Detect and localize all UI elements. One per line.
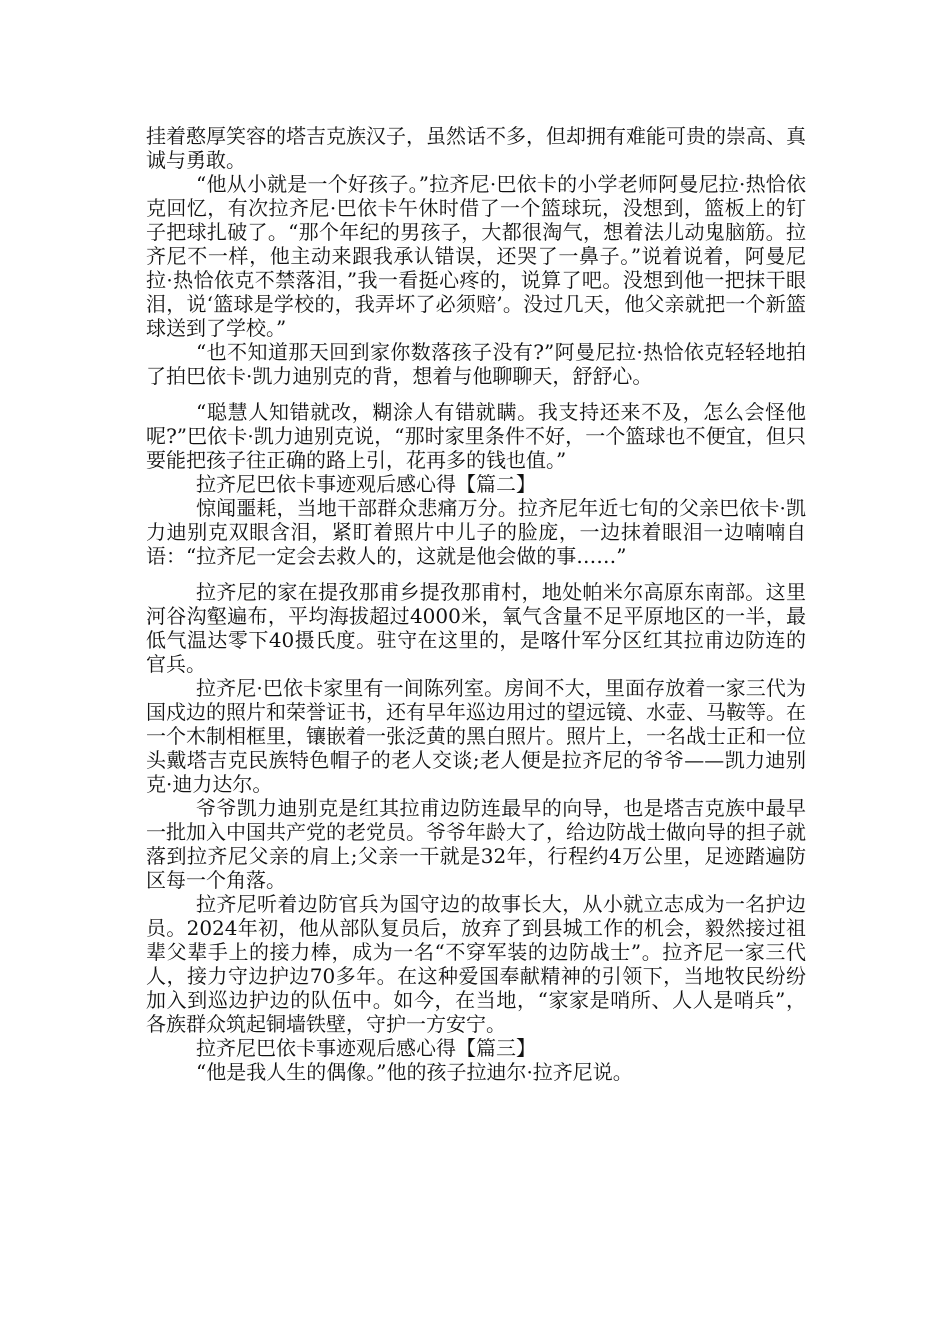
paragraph: 惊闻噩耗，当地干部群众悲痛万分。拉齐尼年近七旬的父亲巴依卡·凯力迪别克双眼含泪，紧盯着照片中儿子的脸庞，一边抹着眼泪一边喃喃自语：“拉齐尼一定会去救人的，这就是他会做的事……”	[146, 496, 806, 568]
paragraph: 拉齐尼听着边防官兵为国守边的故事长大，从小就立志成为一名护边员。2024年初，他从部队复员后，放弃了到县城工作的机会，毅然接过祖辈父辈手上的接力棒，成为一名“不穿军装的边防战士”。拉齐尼一家三代人，接力守边护边70多年。在这种爱国奉献精神的引领下，当地牧民纷纷加入到巡边护边的队伍中。如今，在当地，“家家是哨所、人人是哨兵”，各族群众筑起铜墙铁壁，守护一方安宁。	[146, 892, 806, 1036]
paragraph: “他从小就是一个好孩子。”拉齐尼·巴依卡的小学老师阿曼尼拉·热恰依克回忆，有次拉齐尼·巴依卡午休时借了一个篮球玩，没想到，篮板上的钉子把球扎破了。“那个年纪的男孩子，大都很淘气，想着法儿动鬼脑筋。拉齐尼不一样，他主动来跟我承认错误，还哭了一鼻子。”说着说着，阿曼尼拉·热恰依克不禁落泪，”我一看挺心疼的，说算了吧。没想到他一把抹干眼泪，说‘篮球是学校的，我弄坏了必须赔’。没过几天，他父亲就把一个新篮球送到了学校。”	[146, 172, 806, 340]
paragraph: 拉齐尼·巴依卡家里有一间陈列室。房间不大，里面存放着一家三代为国戍边的照片和荣誉证书，还有早年巡边用过的望远镜、水壶、马鞍等。在一个木制相框里，镶嵌着一张泛黄的黑白照片。照片上，一名战士正和一位头戴塔吉克民族特色帽子的老人交谈;老人便是拉齐尼的爷爷——凯力迪别克·迪力达尔。	[146, 676, 806, 796]
section-heading: 拉齐尼巴依卡事迹观后感心得【篇二】	[196, 472, 536, 496]
section-heading: 拉齐尼巴依卡事迹观后感心得【篇三】	[196, 1036, 536, 1060]
paragraph: 拉齐尼的家在提孜那甫乡提孜那甫村，地处帕米尔高原东南部。这里河谷沟壑遍布，平均海拔超过4000米，氧气含量不足平原地区的一半，最低气温达零下40摄氏度。驻守在这里的，是喀什军分区红其拉甫边防连的官兵。	[146, 580, 806, 676]
paragraph: “也不知道那天回到家你数落孩子没有?”阿曼尼拉·热恰依克轻轻地拍了拍巴依卡·凯力迪别克的背，想着与他聊聊天，舒舒心。	[146, 340, 806, 388]
paragraph: 爷爷凯力迪别克是红其拉甫边防连最早的向导，也是塔吉克族中最早一批加入中国共产党的老党员。爷爷年龄大了，给边防战士做向导的担子就落到拉齐尼父亲的肩上;父亲一干就是32年，行程约4万公里，足迹踏遍防区每一个角落。	[146, 796, 806, 892]
paragraph: “他是我人生的偶像。”他的孩子拉迪尔·拉齐尼说。	[196, 1060, 633, 1084]
document-body	[146, 124, 806, 1084]
paragraph-continuation: 挂着憨厚笑容的塔吉克族汉子，虽然话不多，但却拥有难能可贵的崇高、真诚与勇敢。	[146, 124, 806, 172]
paragraph: “聪慧人知错就改，糊涂人有错就瞒。我支持还来不及，怎么会怪他呢?”巴依卡·凯力迪别克说，“那时家里条件不好，一个篮球也不便宜，但只要能把孩子往正确的路上引，花再多的钱也值。”	[146, 400, 806, 472]
